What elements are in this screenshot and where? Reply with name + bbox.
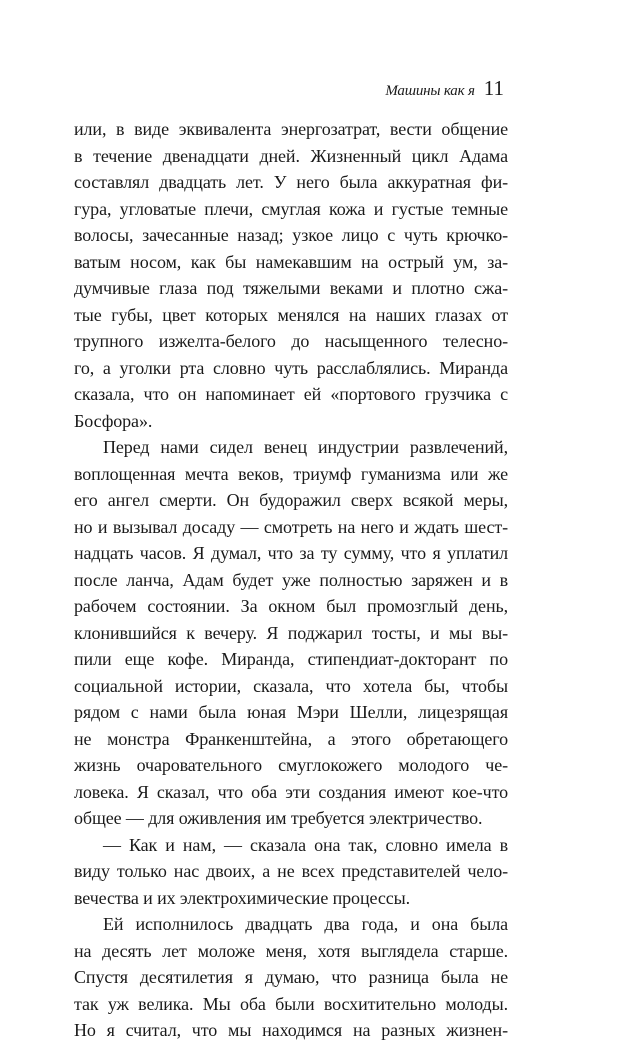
text-line: жизнь очаровательного смуглокожего молодого че-: [74, 755, 508, 775]
text-line: сказала, что он напоминает ей «портового грузчика с: [74, 384, 508, 404]
text-line: на десять лет моложе меня, хотя выглядела старше.: [74, 940, 508, 961]
paragraph-start-line: Ей исполнилось двадцать два года, и она была: [103, 914, 508, 934]
text-line: не монстра Франкенштейна, а этого обретающего: [74, 728, 508, 749]
text-line: надцать часов. Я думал, что за ту сумму, что я уплатил: [74, 543, 508, 563]
text-line: так уж велика. Мы оба были восхитительно молоды.: [74, 993, 508, 1014]
text-line: ловека. Я сказал, что оба эти создания имеют кое-что: [74, 781, 508, 802]
text-line: тые губы, цвет которых менялся на наших глазах от: [74, 304, 508, 325]
text-line: но и вызывал досаду — смотреть на него и ждать шест-: [74, 516, 508, 537]
body-text: [74, 116, 508, 1044]
text-line: социальной истории, сказала, что хотела бы, чтобы: [74, 675, 508, 696]
text-line: волосы, зачесанные назад; узкое лицо с чуть крючко-: [74, 225, 508, 245]
text-line: его ангел смерти. Он будоражил сверх всякой меры,: [74, 490, 508, 510]
text-line: составлял двадцать лет. У него была аккуратная фи-: [74, 172, 508, 192]
text-line: рядом с нами была юная Мэри Шелли, лицезрящая: [74, 702, 508, 722]
text-line: гура, угловатые плечи, смуглая кожа и густые темные: [74, 198, 508, 219]
text-line: пили еще кофе. Миранда, стипендиат-докторант по: [74, 649, 508, 669]
paragraph-start-line: Перед нами сидел венец индустрии развлечений,: [103, 437, 508, 457]
text-line: в течение двенадцати дней. Жизненный цикл Адама: [74, 145, 508, 166]
paragraph-end-line: Босфора».: [74, 410, 153, 431]
text-line: клонившийся к вечеру. Я поджарил тосты, и мы вы-: [74, 622, 508, 643]
text-line: рабочем состоянии. За окном был промозглый день,: [74, 596, 508, 616]
running-head-title: Машины как я: [385, 83, 475, 99]
text-line: ватым носом, как бы намекавшим на острый ум, за-: [74, 251, 508, 272]
text-line: виду только нас двоих, а не всех представителей чело-: [74, 861, 508, 881]
text-line: Спустя десятилетия я думаю, что разница была не: [74, 967, 508, 987]
paragraph-end-line: вечества и их электрохимические процессы.: [74, 887, 410, 908]
running-head: [0, 76, 504, 101]
paragraph-end-line: общее — для оживления им требуется электричество.: [74, 808, 483, 828]
text-line: Но я считал, что мы находимся на разных жизнен-: [74, 1020, 508, 1040]
text-line: трупного изжелта-белого до насыщенного телесно-: [74, 331, 508, 351]
page-number: 11: [483, 76, 504, 100]
text-line: думчивые глаза под тяжелыми веками и плотно сжа-: [74, 278, 508, 298]
text-line: воплощенная мечта веков, триумф гуманизма или же: [74, 463, 508, 484]
text-line: или, в виде эквивалента энергозатрат, вести общение: [74, 119, 508, 139]
text-line: го, а уголки рта словно чуть расслаблялись. Миранда: [74, 357, 508, 378]
paragraph-start-line: — Как и нам, — сказала она так, словно имела в: [103, 834, 508, 855]
text-line: после ланча, Адам будет уже полностью заряжен и в: [74, 569, 508, 590]
